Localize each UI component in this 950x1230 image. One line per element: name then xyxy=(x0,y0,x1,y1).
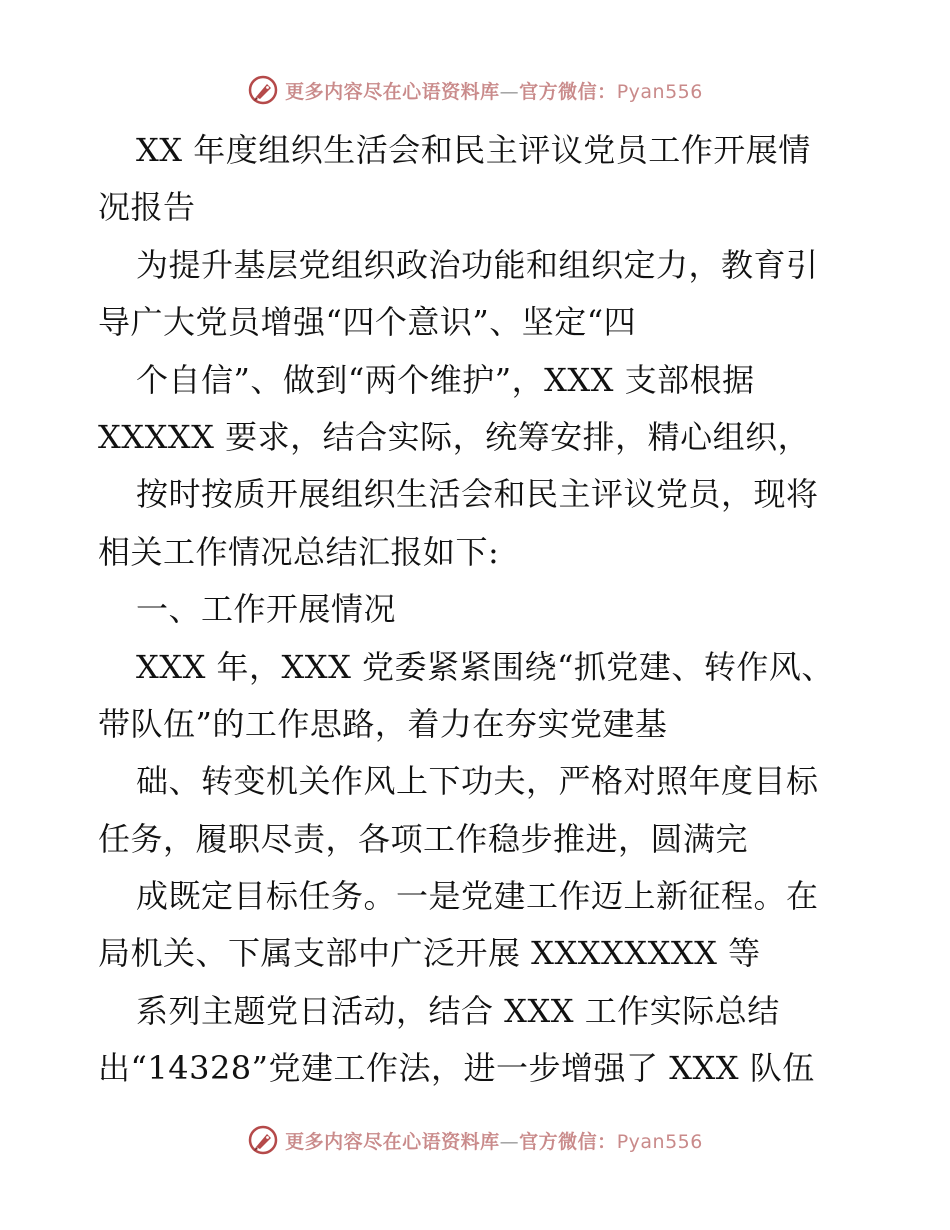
paragraph-line: 相关工作情况总结汇报如下: xyxy=(98,532,500,571)
document-title-line-2: 况报告 xyxy=(98,188,196,227)
paragraph-line: 局机关、下属支部中广泛开展 XXXXXXXX 等 xyxy=(98,934,761,973)
paragraph-line: 个自信”、做到“两个维护”，XXX 支部根据 xyxy=(136,360,755,399)
paragraph-line: 础、转变机关作风上下功夫，严格对照年度目标 xyxy=(136,762,819,801)
paragraph-line: XXX 年，XXX 党委紧紧围绕“抓党建、转作风、 xyxy=(136,647,834,686)
pen-nib-logo-icon xyxy=(247,74,279,106)
paragraph-line: XXXXX 要求，结合实际，统筹安排，精心组织， xyxy=(98,417,811,456)
document-body xyxy=(98,122,858,1098)
paragraph-line: 带队伍”的工作思路，着力在夯实党建基 xyxy=(98,704,668,743)
paragraph-line: 成既定目标任务。一是党建工作迈上新征程。在 xyxy=(136,877,819,916)
watermark-text: 更多内容尽在心语资料库—官方微信：Pyan556 xyxy=(285,80,703,103)
paragraph-line: 任务，履职尽责，各项工作稳步推进，圆满完 xyxy=(98,819,749,858)
watermark-text: 更多内容尽在心语资料库—官方微信：Pyan556 xyxy=(285,1130,703,1153)
paragraph-line: 按时按质开展组织生活会和民主评议党员，现将 xyxy=(136,475,819,514)
watermark-footer xyxy=(0,1120,950,1160)
paragraph-line: 导广大党员增强“四个意识”、坚定“四 xyxy=(98,303,637,342)
pen-nib-logo-icon xyxy=(247,1124,279,1156)
section-heading: 一、工作开展情况 xyxy=(136,590,397,629)
paragraph-line: 为提升基层党组织政治功能和组织定力，教育引 xyxy=(136,245,819,284)
paragraph-line: 系列主题党日活动，结合 XXX 工作实际总结 xyxy=(136,991,780,1030)
paragraph-line: 出“14328”党建工作法，进一步增强了 XXX 队伍 xyxy=(98,1049,815,1088)
document-title-line-1: XX 年度组织生活会和民主评议党员工作开展情 xyxy=(136,131,811,169)
watermark-header xyxy=(0,70,950,110)
